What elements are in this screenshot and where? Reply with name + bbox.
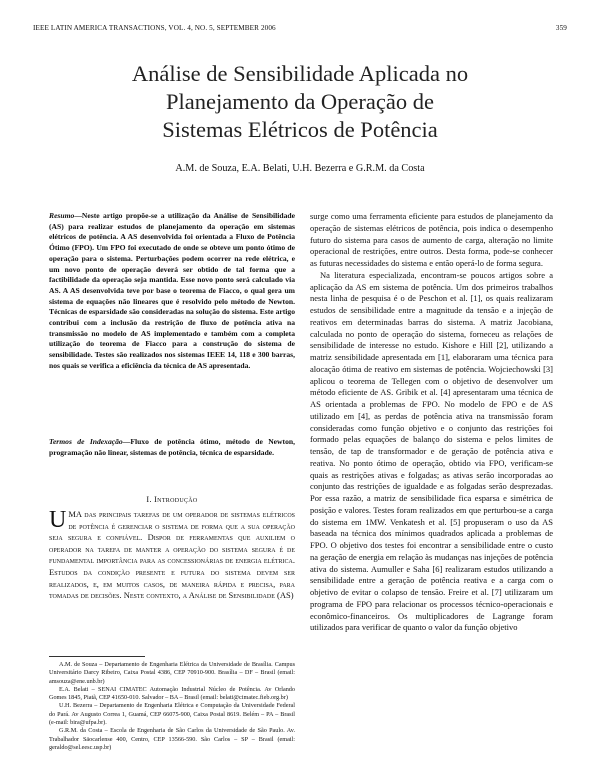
section-heading	[49, 495, 295, 504]
section-numeral: I.	[146, 495, 152, 504]
footnote-item: E.A. Belati – SENAI CIMATEC Automação Industrial Núcleo de Potência. Av Orlando Gomes 1845, Piatã, CEP 41650-010. Salvador – BA – Brasil (email: belati@cimatec.fieb.org.br)	[49, 685, 295, 702]
introduction-text: MA das principais tarefas de um operador de sistemas elétricos de potência é gerenciar o sistema de forma que a sua operação seja segura e confiável. Dispor de ferramentas que auxiliem o operador na tarefa de manter a operação do sistema segura é de fundamental importância para as concessionárias de energia elétrica. Estudos da condição presente e futura do sistema devem ser realizados, e, em muitos casos, de maneira rápida e precisa, para tomadas de decisões. Neste contexto, a Análise de Sensibilidade (AS)	[49, 509, 295, 601]
paper-title	[50, 60, 550, 144]
page-number: 359	[555, 24, 567, 32]
title-line-1: Análise de Sensibilidade Aplicada no	[131, 61, 469, 86]
index-terms-label: Termos de Indexação	[49, 437, 123, 446]
section-title: Introdução	[154, 495, 198, 504]
body-paragraph-1: surge como uma ferramenta eficiente para estudos de planejamento da operação de sistemas elétricos de potência, pois indica o desempenho futuro do sistema para casos de aumento de carga, alteração no limite operacional de restrições, entre outros. Desta forma, pode-se conhecer as futuras necessidades do sistema e então operá-lo de forma segura.	[310, 211, 553, 268]
footnote-item: U.H. Bezerra – Departamento de Engenharia Elétrica e Computação da Universidade Federal do Pará. Av Augusto Correa 1, Guamá, CEP 66075-900, Caixa Postal 8619. Belém – PA – Brasil (e-mail: bira@ufpa.br).	[49, 702, 295, 727]
title-line-2: Planejamento da Operação de	[165, 89, 434, 114]
introduction-paragraph	[49, 509, 295, 602]
index-terms	[49, 437, 295, 458]
index-terms-text: —Fluxo de potência ótimo, método de Newton, programação não linear, sistemas de potência, técnica de esparsidade.	[49, 437, 295, 457]
author-list: A.M. de Souza, E.A. Belati, U.H. Bezerra e G.R.M. da Costa	[175, 163, 425, 174]
footnote-item: A.M. de Souza – Departamento de Engenharia Elétrica da Universidade de Brasília. Campus Universitário Darcy Ribeiro, Caixa Postal 4386, CEP 70910-900. Brasília – DF – Brasil (email: amsouza@ene.unb.br)	[49, 661, 295, 685]
abstract-label: Resumo	[49, 211, 75, 220]
right-column	[310, 211, 553, 634]
footnote-rule	[49, 656, 145, 657]
journal-header: IEEE LATIN AMERICA TRANSACTIONS, VOL. 4, NO. 5, SEPTEMBER 2006	[33, 24, 276, 32]
running-header	[33, 24, 567, 32]
abstract	[49, 211, 295, 372]
title-line-3: Sistemas Elétricos de Potência	[162, 117, 438, 142]
footnote-item: G.R.M. da Costa – Escola de Engenharia de São Carlos da Universidade de São Paulo. Av. Trabalhador Säocarlense 400, Centro, CEP 13566-590. São Carlos – SP – Brasil (email: geraldo@sel.eesc.usp.br)	[49, 727, 295, 751]
body-paragraph-2: Na literatura especializada, encontram-se poucos artigos sobre a aplicação da AS em sistema de potência. Um dos primeiros trabalhos nesta linha de pesquisa é o de Peschon et al. [1], os quais realizaram estudos de sensibilidade entre a magnitude da tensão e a injeção de reativos em determinadas barras do sistema. A matriz Jacobiana, calculada no ponto de operação do sistema, forneceu as relações de sensibilidade de interesse no estudo. Kishore e Hill [2], utilizando a matriz sensibilidade apresentada em [1], elaboraram uma técnica para alocação ótima de reativo em sistemas de potência. Wojciechowski [3] aplicou o teorema de Tellegen com o objetivo de desenvolver um método eficiente de AS. Gribik et al. [4] apresentaram uma técnica de AS orientada a problemas de FPO. No modelo de FPO e de AS utilizado em [4], as perdas de potência ativa na transmissão foram consideradas como função objetivo e o conjunto das restrições foi formado pelas equações de balanço do sistema e pelos limites de tensão, de tap de transformador e de geração de potência ativa e reativa. No ponto ótimo de operação, obtido via FPO, verificam-se quais as restrições ativas e folgadas; as ativas serão incorporadas ao conjunto das restrições de igualdade e as folgadas serão desprezadas. Por essa razão, a matriz de sensibilidade fica esparsa e simétrica de posição e valores. Testes foram realizados em que perturbou-se a carga do sistema em 1MW. Venkatesh et al. [5] propuseram o uso da AS baseada na técnica dos mínimos quadrados aplicada a problemas de FPO. O objetivo dos testes foi encontrar a sensibilidade entre o custo na geração de energia em relação às mudanças nas injeções de potência ativa do sistema. Aumuller e Saha [6] realizaram estudos utilizando a sensibilidade entre a geração de potência reativa e a carga com o objetivo de evitar o colapso de tensão. Freire et al. [7] utilizaram um programa de FPO para relacionar os processos técnico-operacionais e econômico-financeiros. Os multiplicadores de Lagrange foram utilizados para verificar de quanto o valor da função objetivo	[310, 269, 553, 633]
footnotes	[49, 661, 295, 752]
drop-cap: U	[49, 507, 67, 533]
abstract-text: —Neste artigo propõe-se a utilização da Análise de Sensibilidade (AS) para realizar estudos de planejamento da operação em sistemas elétricos de potência. A AS desenvolvida foi orientada a Fluxo de Potência Ótimo (FPO). Um FPO foi executado de onde se obteve um ponto ótimo de operação para o sistema. Perturbações podem ocorrer na rede elétrica, e um novo ponto de operação deverá ser obtido de tal forma que a factibilidade da operação seja mantida. Esse novo ponto será calculado via AS. A AS desenvolvida teve por base o teorema de Fiacco, o qual gera um sistema de equações não lineares que é resolvido pelo método de Newton. Técnicas de esparsidade são consideradas na solução do sistema. Este artigo contribui com a inclusão da restrição de fluxo de potência ativa na transmissão no modelo de AS implementado e também com a completa utilização do teorema de Fiacco para a construção do sistema de sensibilidade. Testes são realizados nos sistemas IEEE 14, 118 e 300 barras, nos quais se verifica a eficiência da técnica de AS apresentada.	[49, 211, 295, 370]
